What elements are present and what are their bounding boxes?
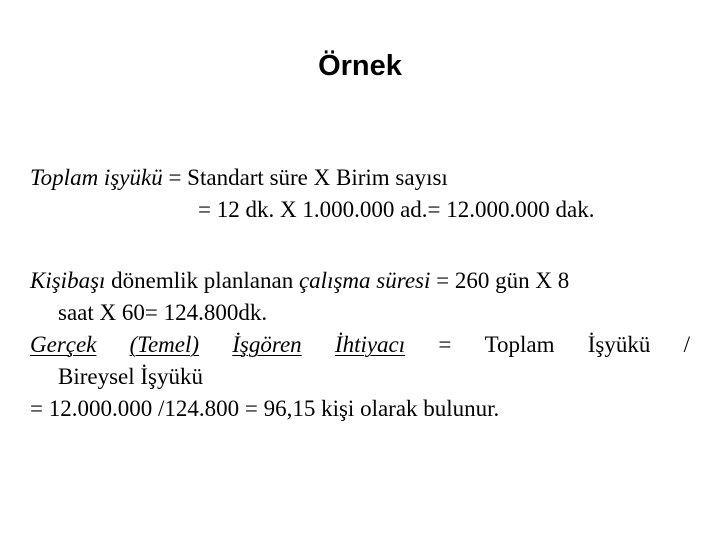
per-capita-term: Kişibaşı bbox=[30, 268, 106, 293]
word-toplam: Toplam bbox=[484, 332, 555, 357]
term-temel: (Temel) bbox=[129, 332, 200, 357]
workload-formula-text: = Standart süre X Birim sayısı bbox=[162, 165, 448, 190]
per-capita-result-line: saat X 60= 124.800dk. bbox=[58, 300, 268, 325]
term-ihtiyaci: İhtiyacı bbox=[334, 332, 406, 357]
per-capita-text-b: = 260 gün X 8 bbox=[430, 268, 570, 293]
requirement-formula-line bbox=[30, 329, 690, 361]
term-isgoren: İşgören bbox=[232, 332, 302, 357]
word-isyuku: İşyükü bbox=[587, 332, 651, 357]
slide-title: Örnek bbox=[318, 50, 402, 82]
final-result-line: = 12.000.000 /124.800 = 96,15 kişi olarak bulunur. bbox=[30, 396, 500, 421]
per-capita-time-line bbox=[30, 265, 690, 297]
total-workload-term: Toplam işyükü bbox=[30, 165, 163, 190]
workload-calculation-line: = 12 dk. X 1.000.000 ad.= 12.000.000 dak. bbox=[198, 197, 595, 222]
working-time-term: çalışma süresi bbox=[298, 268, 431, 293]
individual-workload-line: Bireysel İşyükü bbox=[58, 364, 204, 389]
workload-formula-line bbox=[30, 162, 690, 194]
term-gercek: Gerçek bbox=[30, 332, 97, 357]
slide-body bbox=[30, 162, 690, 425]
per-capita-text-a: dönemlik planlanan bbox=[105, 268, 299, 293]
slash-sign: / bbox=[683, 332, 690, 357]
equals-sign: = bbox=[438, 332, 452, 357]
